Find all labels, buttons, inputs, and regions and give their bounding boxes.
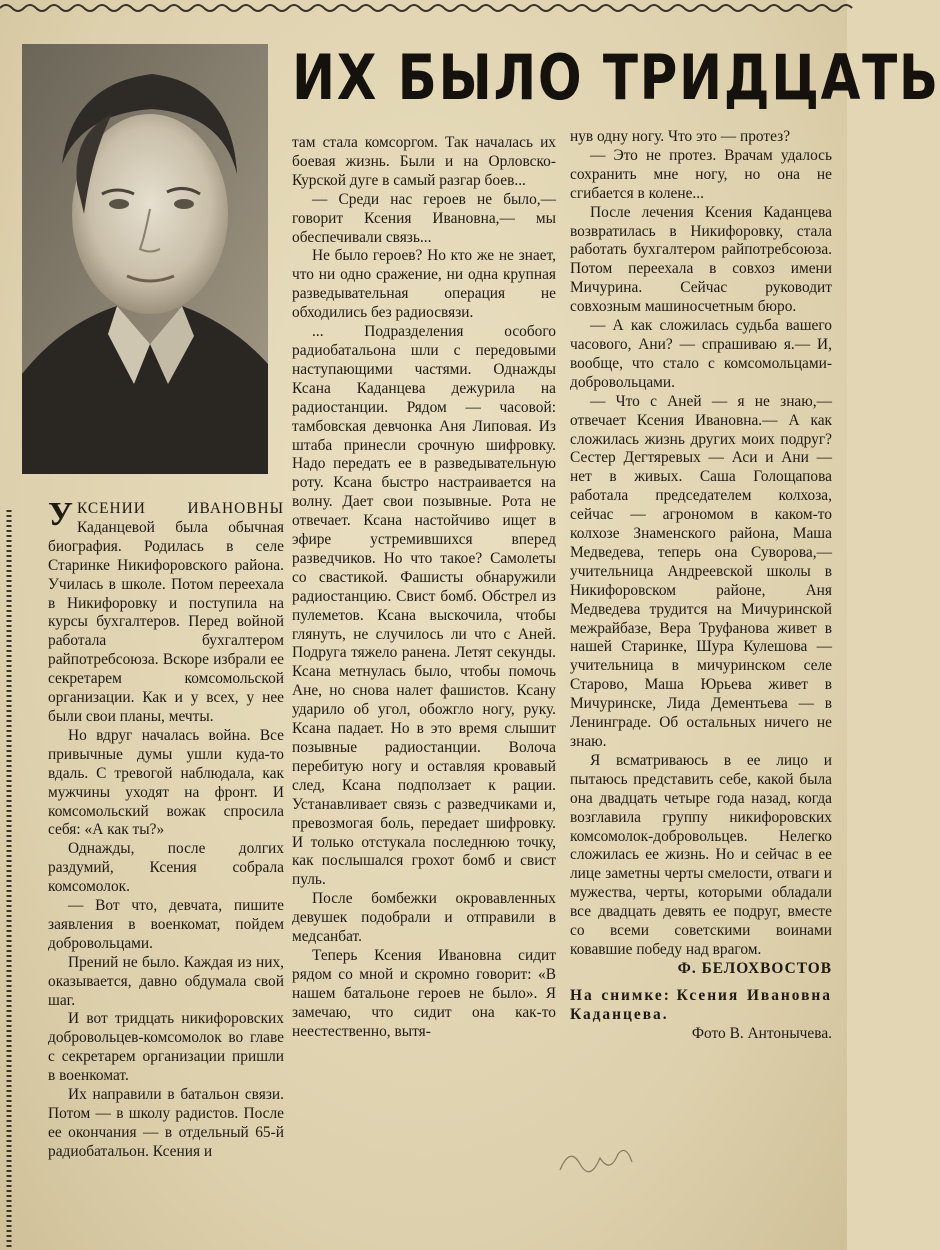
paragraph: — Это не протез. Врачам удалось сохранить мне ногу, но она не сгибается в колене...	[570, 146, 832, 202]
torn-edge-decoration	[0, 0, 847, 14]
paragraph: Не было героев? Но кто же не знает, что ни одно сражение, ни одна крупная разведывательная операция не обходились без радиосвязи.	[292, 247, 556, 322]
paragraph: И вот тридцать никифоровских добровольцев-комсомолок во главе с секретарем организации пришли в военкомат.	[48, 1010, 284, 1085]
article-column-1	[48, 496, 284, 1162]
article-column-3	[570, 128, 832, 1044]
caption-text: Ксения Ивановна Каданцева.	[570, 986, 832, 1023]
paragraph: Однажды, после долгих раздумий, Ксения собрала комсомолок.	[48, 840, 284, 896]
lead-words: КСЕНИИ ИВАНОВНЫ	[76, 500, 284, 517]
paragraph: — Вот что, девчата, пишите заявления в военкомат, пойдем добровольцами.	[48, 897, 284, 952]
paragraph: Прений не было. Каждая из них, оказывается, давно обдумала свой шаг.	[48, 953, 284, 1009]
paragraph: Их направили в батальон связи. Потом — в школу радистов. После ее окончания — в отдельный 65-й радиобатальон. Ксения и	[48, 1086, 284, 1160]
photo-credit: Фото В. Антонычева.	[691, 1024, 832, 1042]
paragraph: Но вдруг началась война. Все привычные думы ушли куда-то вдаль. С тревогой наблюдала, как мужчины уходят на фронт. И комсомольский вожак спросила себя: «А как ты?»	[48, 726, 284, 839]
paragraph: нув одну ногу. Что это — протез?	[570, 128, 791, 145]
photo-caption	[570, 987, 832, 1025]
paragraph: Теперь Ксения Ивановна сидит рядом со мной и скромно говорит: «В нашем батальоне героев не было». Я замечаю, что сидит она как-то неестественно, вытя-	[292, 946, 556, 1040]
paragraph: Я всматриваюсь в ее лицо и пытаюсь представить себе, какой была она двадцать четыре года назад, когда возглавила группу никифоровских комсомолок-добровольцев. Нелегко сложилась ее жизнь. Но и сейчас в ее лице заметны черты смелости, отваги и мужества, черты, которыми обладали все двадцать девять ее подруг, вместе со всеми советскими воинами ковавшие победу над врагом.	[570, 751, 832, 958]
paragraph: — А как сложилась судьба вашего часового, Ани? — спрашиваю я.— И, вообще, что стало с комсомольцами-добровольцами.	[570, 317, 832, 391]
paragraph: После лечения Ксения Каданцева возвратилась в Никифоровку, стала работать бухгалтером райпотребсоюза. Потом переехала в совхоз имени Мичурина. Сейчас руководит совхозным машиносчетным бюро.	[570, 203, 832, 316]
ink-scribble	[556, 1140, 636, 1180]
paragraph: После бомбежки окровавленных девушек подобрали и отправили в медсанбат.	[292, 890, 556, 946]
paragraph: ... Подразделения особого радиобатальона шли с передовыми наступающими частями. Однажды Ксана Каданцева дежурила на радиостанции. Рядом — часовой: тамбовская девчонка Аня Липовая. Из штаба принесли срочную шифровку. Надо передать ее в разведывательную роту. Ксана быстро настраивается на волну. Дает свои позывные. Рота не отвечает. Ксана настойчиво ищет в эфире устремившихся вперед разведчиков. Но что такое? Самолеты со свастикой. Фашисты обнаружили радиостанцию. Свист бомб. Обстрел из пулеметов. Ксана выскочила, чтобы глянуть, не случилось ли что с Аней. Подруга тяжело ранена. Летят секунды. Ксана метнулась было, чтобы помочь Ане, но снова налет фашистов. Ксану ударило об угол, обожгло ногу, руку. Ксана падает. Но в это время слышит позывные радиостанции. Волоча перебитую ногу и оставляя кровавый след, Ксана подползает к рации. Устанавливает связь с разведчиками и, превозмогая боль, передает шифровку. И только отстукала последнюю точку, как послышался грохот бомб и свист пуль.	[292, 323, 556, 889]
headline: ИХ БЫЛО ТРИДЦАТЬ	[292, 41, 940, 114]
portrait-photo-icon	[22, 44, 268, 474]
paragraph: там стала комсоргом. Так началась их боевая жизнь. Были и на Орловско-Курской дуге в самый разгар боев...	[292, 134, 556, 189]
author-signature: Ф. БЕЛОХВОСТОВ	[677, 959, 832, 977]
lead-paragraph	[48, 496, 284, 727]
margin-dotted-rule	[4, 510, 14, 1250]
paragraph: — Среди нас героев не было,— говорит Ксения Ивановна,— мы обеспечивали связь...	[292, 190, 556, 246]
article-column-2	[292, 134, 556, 1042]
portrait-photo	[22, 44, 268, 474]
caption-label: На снимке:	[570, 986, 671, 1004]
drop-cap: У	[48, 496, 73, 533]
paragraph: — Что с Аней — я не знаю,— отвечает Ксения Ивановна.— А как сложилась жизнь других моих подруг? Сестер Дегтяревых — Аси и Ани — нет в живых. Саша Голощапова работала председателем колхоза, сейчас — агрономом в каком-то колхозе Знаменского района, Маша Медведева, теперь она Суворова,— учительница Андреевской школы в Никифоровском районе, Аня Медведева трудится на Мичуринской межрайбазе, Вера Труфанова живет в нашей Старинке, Шура Кулешова — учительница в мичуринском селе Старово, Маша Юрьева живет в Мичуринске, Лида Дементьева — в Ленинграде. Об остальных ничего не знаю.	[570, 392, 832, 750]
paragraph: Каданцевой была обычная биография. Родилась в селе Старинке Никифоровского района. Училась в школе. Потом переехала в Никифоровку и поступила на курсы бухгалтеров. Перед войной работала бухгалтером райпотребсоюза. Вскоре избрали ее секретарем комсомольской организации. Как и у всех, у нее были свои планы, мечты.	[48, 518, 284, 725]
